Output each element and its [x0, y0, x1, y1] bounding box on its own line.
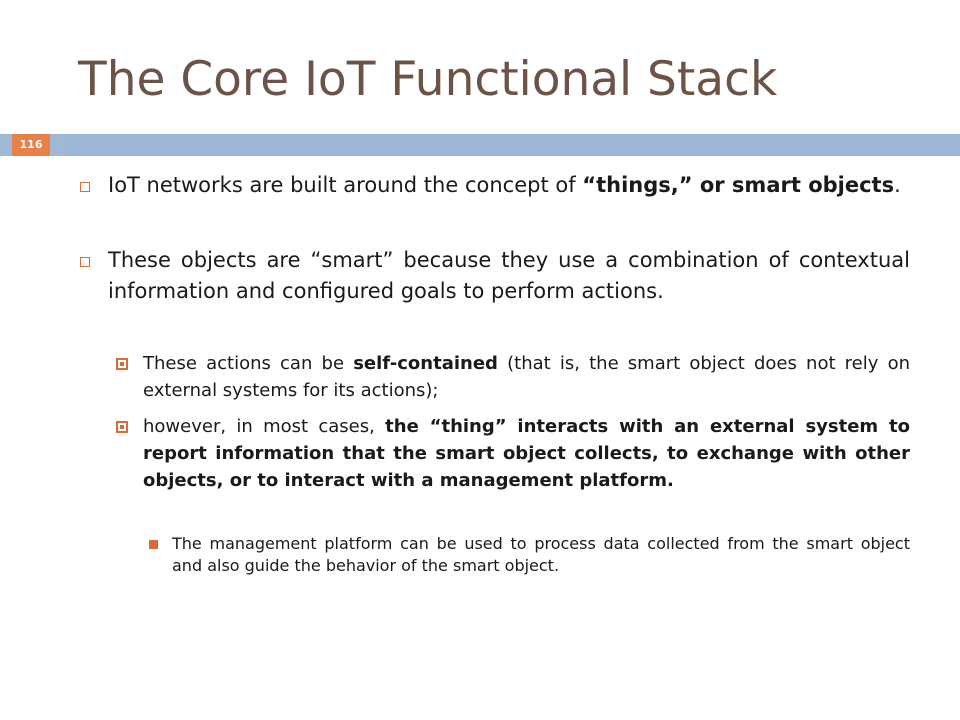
sub-bullet-external-system	[143, 413, 910, 494]
hollow-square-bullet-icon	[80, 257, 90, 267]
bullet-item-things	[108, 170, 910, 201]
bullet-text-part: .	[894, 173, 901, 197]
sub-bullet-self-contained	[143, 350, 910, 404]
bullet-text-part: (that is, the smart object does not rely on external systems for its actions);	[143, 353, 910, 401]
header-rule-right	[64, 134, 960, 156]
slide-title: The Core IoT Functional Stack	[78, 52, 778, 107]
bullet-text-bold: “things,” or smart objects	[582, 173, 895, 197]
hollow-square-bullet-icon	[80, 182, 90, 192]
bullet-text-part: however, in most cases,	[143, 416, 386, 437]
bullet-text-bold: self-contained	[353, 353, 498, 374]
filled-square-bullet-icon	[149, 540, 158, 549]
bullet-text-part: IoT networks are built around the concept of	[108, 173, 583, 197]
boxed-square-bullet-icon	[116, 421, 128, 433]
bullet-text-bold: the “thing” interacts with an external system to report information that the smart object collects, to exchange with other objects, or to interact with a management platform.	[143, 416, 910, 491]
page-number: 116	[19, 138, 43, 151]
bullet-item-smart-objects: These objects are “smart” because they use a combination of contextual information and configured goals to perform actions.	[108, 248, 910, 303]
sub-sub-bullet-management-platform: The management platform can be used to process data collected from the smart object and also guide the behavior of the smart object.	[172, 534, 910, 575]
bullet-text-part: These actions can be	[143, 353, 354, 374]
boxed-square-bullet-icon	[116, 358, 128, 370]
